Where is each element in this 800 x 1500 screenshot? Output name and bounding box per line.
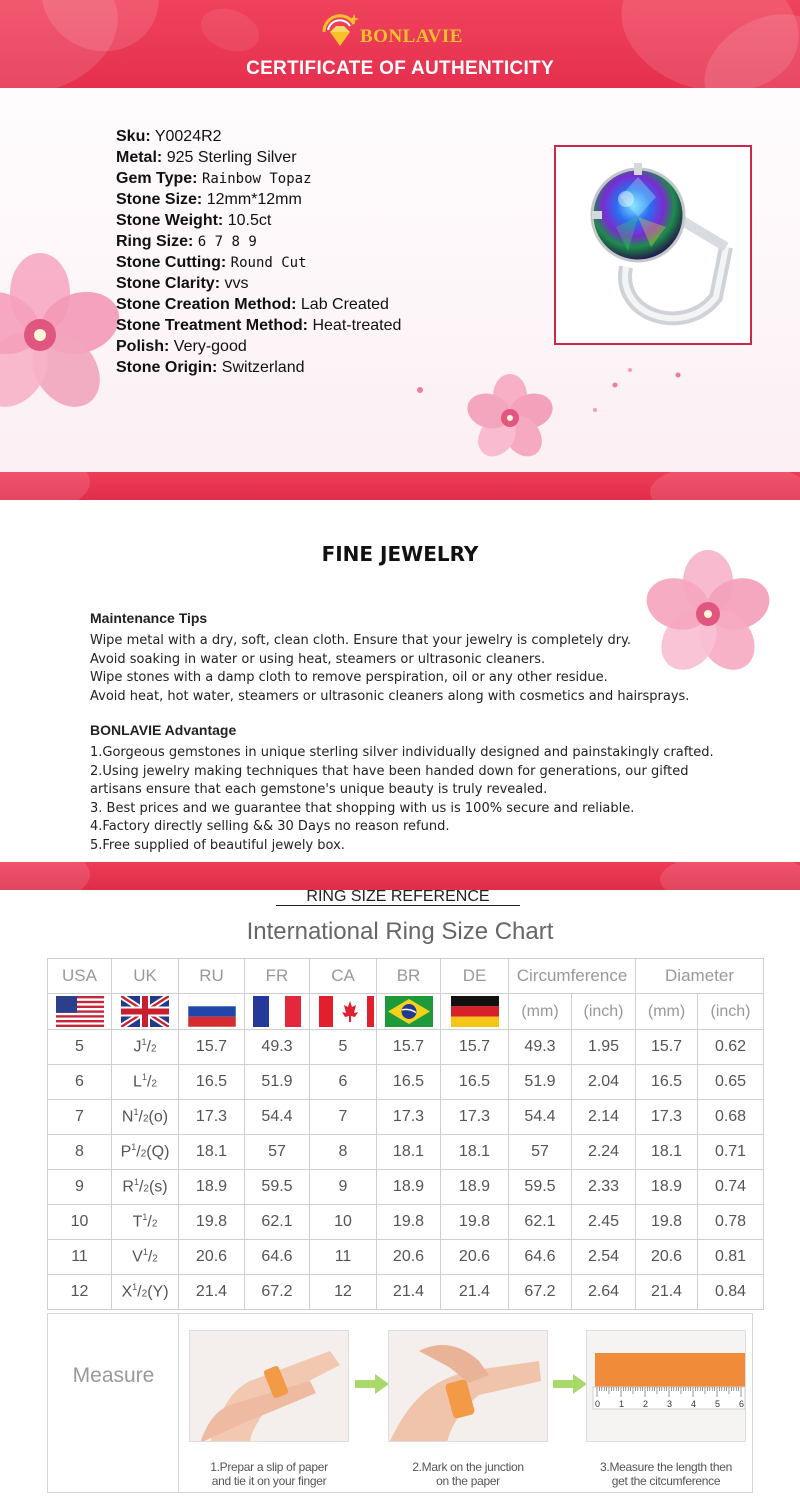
usa-flag-icon [56, 996, 104, 1027]
ruler-number: 3 [667, 1399, 673, 1409]
column-header: USA [48, 959, 112, 994]
measure-step-1-caption: 1.Prepar a slip of paper and tie it on your finger [210, 1460, 328, 1488]
certificate-footer-band [0, 472, 800, 500]
table-cell-ru: 15.7 [179, 1030, 245, 1065]
table-cell-d-in: 0.71 [698, 1135, 764, 1170]
certificate-title: CERTIFICATE OF AUTHENTICITY [246, 58, 554, 79]
spec-value: Heat-treated [312, 317, 402, 334]
table-cell-fr: 67.2 [245, 1275, 310, 1310]
spec-value: Switzerland [221, 359, 305, 376]
list-item: artisans ensure that each gemstone's unique beauty is truly revealed. [90, 782, 548, 797]
measure-step-3-caption: 3.Measure the length then get the citcumference [600, 1460, 732, 1488]
care-information [90, 610, 770, 855]
table-cell-ca: 9 [310, 1170, 377, 1205]
spec-label: Stone Origin: [116, 359, 218, 376]
diamond-logo-icon [320, 12, 360, 48]
brand-logo-text: BONLAVIE [360, 26, 463, 47]
table-cell-c-in: 2.14 [572, 1100, 636, 1135]
table-cell-c-in: 2.24 [572, 1135, 636, 1170]
spec-label: Gem Type: [116, 170, 198, 187]
spec-row [116, 147, 536, 168]
diameter-inch-unit: (inch) [698, 994, 764, 1030]
list-item: 4.Factory directly selling && 30 Days no reason refund. [90, 819, 450, 834]
table-cell-c-in: 2.64 [572, 1275, 636, 1310]
spec-value: Lab Created [300, 296, 389, 313]
table-cell-d-in: 0.62 [698, 1030, 764, 1065]
rainbow-topaz-ring-image [556, 147, 750, 343]
table-cell-c-mm: 62.1 [509, 1205, 572, 1240]
table-row [48, 1205, 764, 1240]
table-cell-ca: 8 [310, 1135, 377, 1170]
spec-row [116, 336, 536, 357]
column-header: Circumference [509, 959, 636, 994]
table-cell-d-in: 0.68 [698, 1100, 764, 1135]
list-item: Avoid soaking in water or using heat, steamers or ultrasonic cleaners. [90, 651, 546, 667]
table-cell-d-mm: 16.5 [636, 1065, 698, 1100]
column-header: FR [245, 959, 310, 994]
spec-row [116, 168, 536, 189]
table-cell-c-in: 1.95 [572, 1030, 636, 1065]
table-cell-c-mm: 54.4 [509, 1100, 572, 1135]
table-cell-c-mm: 57 [509, 1135, 572, 1170]
product-image-frame [554, 145, 752, 345]
table-cell-c-mm: 64.6 [509, 1240, 572, 1275]
canada-flag-cell [310, 994, 377, 1030]
maintenance-tips-list [90, 632, 770, 706]
spec-label: Sku: [116, 128, 151, 145]
spec-row [116, 231, 536, 252]
table-cell-fr: 64.6 [245, 1240, 310, 1275]
table-cell-d-mm: 17.3 [636, 1100, 698, 1135]
table-cell-fr: 57 [245, 1135, 310, 1170]
table-cell-ca: 5 [310, 1030, 377, 1065]
list-item: Wipe stones with a damp cloth to remove perspiration, oil or any other residue. [90, 670, 608, 685]
fine-jewelry-title: FINE JEWELRY [321, 542, 479, 566]
table-cell-ru: 16.5 [179, 1065, 245, 1100]
spec-value: Round Cut [230, 255, 307, 271]
table-cell-br: 15.7 [377, 1030, 441, 1065]
ruler-measure-image [586, 1330, 746, 1442]
table-row [48, 1240, 764, 1275]
table-cell-br: 16.5 [377, 1065, 441, 1100]
maintenance-tips-heading: Maintenance Tips [90, 610, 208, 626]
finger-paper-wrap-image [189, 1330, 349, 1442]
uk-flag-icon [121, 996, 169, 1027]
table-cell-uk: $T^1/2$ [112, 1205, 179, 1240]
table-cell-de: 18.1 [441, 1135, 509, 1170]
column-header: DE [441, 959, 509, 994]
table-cell-de: 17.3 [441, 1100, 509, 1135]
ring-size-section [0, 890, 800, 1500]
table-cell-d-in: 0.74 [698, 1170, 764, 1205]
table-cell-d-in: 0.84 [698, 1275, 764, 1310]
table-cell-ru: 18.1 [179, 1135, 245, 1170]
column-header: BR [377, 959, 441, 994]
table-row [48, 1135, 764, 1170]
spec-value: 6 7 8 9 [197, 234, 257, 250]
table-cell-usa: 7 [48, 1100, 112, 1135]
column-header: RU [179, 959, 245, 994]
table-cell-c-in: 2.45 [572, 1205, 636, 1240]
table-cell-usa: 8 [48, 1135, 112, 1170]
advantage-list [90, 744, 770, 855]
list-item: 2.Using jewelry making techniques that have been handed down for generations, our gifted [90, 763, 689, 779]
certificate-section [0, 0, 800, 500]
table-cell-c-in: 2.33 [572, 1170, 636, 1205]
measure-instructions [47, 1313, 753, 1493]
spec-row [116, 294, 536, 315]
table-cell-c-mm: 59.5 [509, 1170, 572, 1205]
germany-flag-icon [451, 996, 499, 1027]
table-cell-ru: 20.6 [179, 1240, 245, 1275]
russia-flag-cell [179, 994, 245, 1030]
table-row [48, 1065, 764, 1100]
table-cell-ru: 21.4 [179, 1275, 245, 1310]
table-cell-ca: 10 [310, 1205, 377, 1240]
table-cell-d-mm: 18.9 [636, 1170, 698, 1205]
table-row [48, 1030, 764, 1065]
spec-row [116, 315, 536, 336]
table-cell-d-in: 0.81 [698, 1240, 764, 1275]
table-cell-ca: 6 [310, 1065, 377, 1100]
table-cell-usa: 12 [48, 1275, 112, 1310]
measure-step-1 [189, 1330, 349, 1488]
table-row [48, 1275, 764, 1310]
ruler-number: 2 [643, 1399, 649, 1409]
table-cell-d-in: 0.78 [698, 1205, 764, 1240]
table-cell-de: 15.7 [441, 1030, 509, 1065]
brazil-flag-cell [377, 994, 441, 1030]
product-specs [116, 126, 536, 378]
measure-step-2-caption: 2.Mark on the junction on the paper [412, 1460, 524, 1488]
advantage-heading: BONLAVIE Advantage [90, 722, 237, 738]
russia-flag-icon [188, 996, 236, 1027]
spec-label: Metal: [116, 149, 163, 166]
table-cell-uk: $J^1/2$ [112, 1030, 179, 1065]
table-cell-uk: $V^1/2$ [112, 1240, 179, 1275]
brazil-flag-icon [385, 996, 433, 1027]
ruler-number: 4 [691, 1399, 697, 1409]
spec-label: Stone Size: [116, 191, 203, 208]
measure-step-3 [586, 1330, 746, 1488]
table-cell-usa: 10 [48, 1205, 112, 1240]
usa-flag-cell [48, 994, 112, 1030]
table-cell-uk: $R^1/2(s)$ [112, 1170, 179, 1205]
spec-row [116, 189, 536, 210]
table-cell-br: 19.8 [377, 1205, 441, 1240]
table-cell-d-mm: 21.4 [636, 1275, 698, 1310]
spec-row [116, 252, 536, 273]
measure-label: Measure [72, 1364, 155, 1387]
spec-row [116, 357, 536, 378]
table-cell-ru: 17.3 [179, 1100, 245, 1135]
section-divider-band [0, 862, 800, 890]
column-header: UK [112, 959, 179, 994]
table-cell-ca: 11 [310, 1240, 377, 1275]
france-flag-cell [245, 994, 310, 1030]
table-cell-de: 16.5 [441, 1065, 509, 1100]
spec-row [116, 210, 536, 231]
spec-label: Polish: [116, 338, 170, 355]
table-cell-fr: 51.9 [245, 1065, 310, 1100]
spec-value: 10.5ct [227, 212, 272, 229]
arrow-right-icon [553, 1374, 587, 1394]
table-row [48, 1100, 764, 1135]
ruler-number: 1 [619, 1399, 625, 1409]
ruler-number: 6 [739, 1399, 745, 1409]
table-cell-de: 20.6 [441, 1240, 509, 1275]
spec-label: Ring Size: [116, 233, 194, 250]
table-cell-c-mm: 67.2 [509, 1275, 572, 1310]
list-item: 3. Best prices and we guarantee that shopping with us is 100% secure and reliable. [90, 800, 635, 816]
circumference-mm-unit: (mm) [509, 994, 572, 1030]
measure-step-2 [388, 1330, 548, 1488]
table-cell-br: 17.3 [377, 1100, 441, 1135]
ring-size-table [47, 958, 764, 1310]
france-flag-icon [253, 996, 301, 1027]
ring-size-reference-heading: RING SIZE REFERENCE [276, 890, 520, 906]
certificate-header [0, 0, 800, 88]
spec-value: vvs [224, 275, 249, 292]
spec-value: Very-good [173, 338, 247, 355]
table-cell-de: 21.4 [441, 1275, 509, 1310]
spec-row [116, 273, 536, 294]
list-item: Wipe metal with a dry, soft, clean cloth. Ensure that your jewelry is completely dry. [90, 633, 632, 648]
table-cell-c-in: 2.54 [572, 1240, 636, 1275]
table-cell-br: 21.4 [377, 1275, 441, 1310]
table-cell-d-mm: 20.6 [636, 1240, 698, 1275]
fine-jewelry-section [0, 500, 800, 862]
spec-label: Stone Weight: [116, 212, 224, 229]
table-cell-c-mm: 49.3 [509, 1030, 572, 1065]
diameter-mm-unit: (mm) [636, 994, 698, 1030]
table-cell-d-in: 0.65 [698, 1065, 764, 1100]
table-cell-d-mm: 18.1 [636, 1135, 698, 1170]
spec-label: Stone Creation Method: [116, 296, 297, 313]
canada-flag-icon [312, 996, 374, 1027]
table-cell-d-mm: 19.8 [636, 1205, 698, 1240]
list-item: 1.Gorgeous gemstones in unique sterling silver individually designed and painstakingly crafted. [90, 745, 714, 760]
table-cell-usa: 6 [48, 1065, 112, 1100]
ruler-number: 5 [715, 1399, 721, 1409]
table-cell-usa: 5 [48, 1030, 112, 1065]
circumference-inch-unit: (inch) [572, 994, 636, 1030]
spec-label: Stone Clarity: [116, 275, 221, 292]
table-cell-usa: 9 [48, 1170, 112, 1205]
germany-flag-cell [441, 994, 509, 1030]
table-cell-ca: 7 [310, 1100, 377, 1135]
table-cell-fr: 59.5 [245, 1170, 310, 1205]
column-header: CA [310, 959, 377, 994]
spec-value: Y0024R2 [154, 128, 222, 145]
table-cell-br: 18.9 [377, 1170, 441, 1205]
table-cell-uk: $L^1/2$ [112, 1065, 179, 1100]
list-item: 5.Free supplied of beautiful jewely box. [90, 837, 345, 853]
table-cell-br: 20.6 [377, 1240, 441, 1275]
table-cell-br: 18.1 [377, 1135, 441, 1170]
spec-row [116, 126, 536, 147]
spec-label: Stone Treatment Method: [116, 317, 309, 334]
table-cell-ru: 19.8 [179, 1205, 245, 1240]
table-cell-fr: 49.3 [245, 1030, 310, 1065]
table-cell-fr: 54.4 [245, 1100, 310, 1135]
table-cell-de: 19.8 [441, 1205, 509, 1240]
table-cell-c-in: 2.04 [572, 1065, 636, 1100]
table-cell-c-mm: 51.9 [509, 1065, 572, 1100]
table-cell-uk: $P^1/2(Q)$ [112, 1135, 179, 1170]
table-header-row [48, 959, 764, 994]
table-flag-row [48, 994, 764, 1030]
table-cell-fr: 62.1 [245, 1205, 310, 1240]
mark-paper-image [388, 1330, 548, 1442]
table-row [48, 1170, 764, 1205]
table-cell-ru: 18.9 [179, 1170, 245, 1205]
table-cell-uk: $N^1/2(o)$ [112, 1100, 179, 1135]
spec-value: 925 Sterling Silver [166, 149, 297, 166]
table-cell-usa: 11 [48, 1240, 112, 1275]
table-cell-de: 18.9 [441, 1170, 509, 1205]
pink-flower-left-icon [0, 250, 130, 410]
arrow-right-icon [355, 1374, 389, 1394]
spec-value: 12mm*12mm [206, 191, 302, 208]
measure-label-cell [48, 1314, 179, 1492]
column-header: Diameter [636, 959, 764, 994]
uk-flag-cell [112, 994, 179, 1030]
list-item: Avoid heat, hot water, steamers or ultrasonic cleaners along with cosmetics and hairsprays. [90, 688, 690, 704]
table-cell-d-mm: 15.7 [636, 1030, 698, 1065]
ruler-number: 0 [595, 1399, 601, 1409]
table-cell-uk: $X^1/2(Y)$ [112, 1275, 179, 1310]
table-cell-ca: 12 [310, 1275, 377, 1310]
ring-size-chart-title: International Ring Size Chart [246, 918, 554, 945]
brand-logo [320, 8, 490, 50]
spec-label: Stone Cutting: [116, 254, 227, 271]
spec-value: Rainbow Topaz [201, 171, 312, 187]
